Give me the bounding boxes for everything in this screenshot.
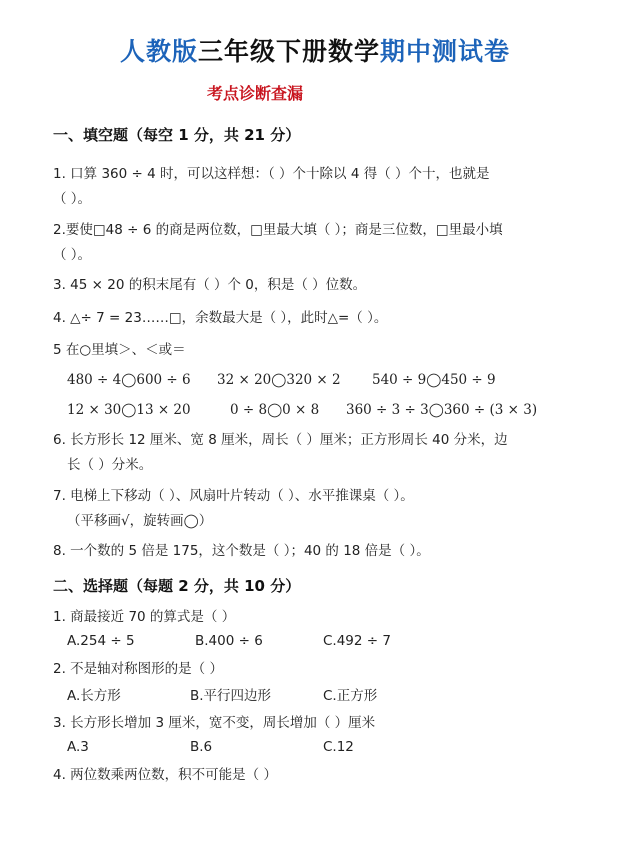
question-8: 8. 一个数的 5 倍是 175，这个数是（ ）；40 的 18 倍是（ ）。 [53, 543, 430, 559]
page-subtitle: 考点诊断查漏 [207, 84, 304, 103]
question-1-line-2: （ ）。 [53, 191, 92, 207]
compare-item-3: 540 ÷ 9◯450 ÷ 9 [372, 372, 496, 388]
section-1-heading: 一、填空题（每空 1 分，共 21 分） [53, 126, 301, 144]
choice-1-option-a: A.254 ÷ 5 [67, 633, 135, 649]
question-6-line-2: 长（ ）分米。 [67, 457, 153, 473]
compare-item-4: 12 × 30◯13 × 20 [67, 402, 191, 418]
choice-1-option-b: B.400 ÷ 6 [195, 633, 263, 649]
choice-1-option-c: C.492 ÷ 7 [323, 633, 391, 649]
choice-question-3: 3. 长方形长增加 3 厘米，宽不变，周长增加（ ）厘米 [53, 715, 376, 731]
choice-2-option-c: C.正方形 [323, 688, 378, 704]
question-2-line-2: （ ）。 [53, 247, 92, 263]
choice-3-option-a: A.3 [67, 739, 89, 755]
choice-2-option-a: A.长方形 [67, 688, 121, 704]
compare-item-5: 0 ÷ 8◯0 × 8 [230, 402, 320, 418]
question-7-line-1: 7. 电梯上下移动（ ）、风扇叶片转动（ ）、水平推课桌（ ）。 [53, 488, 414, 504]
question-3: 3. 45 × 20 的积末尾有（ ）个 0，积是（ ）位数。 [53, 277, 367, 293]
compare-item-1: 480 ÷ 4◯600 ÷ 6 [67, 372, 191, 388]
choice-question-2: 2. 不是轴对称图形的是（ ） [53, 661, 223, 677]
page-title [0, 32, 630, 68]
question-2-line-1: 2.要使□48 ÷ 6 的商是两位数，□里最大填（ ）；商是三位数，□里最小填 [53, 222, 503, 238]
question-6-line-1: 6. 长方形长 12 厘米、宽 8 厘米，周长（ ）厘米；正方形周长 40 分米，边 [53, 432, 508, 448]
choice-question-1: 1. 商最接近 70 的算式是（ ） [53, 609, 236, 625]
title-part-3: 期中测试卷 [380, 37, 511, 66]
compare-item-2: 32 × 20◯320 × 2 [217, 372, 341, 388]
choice-2-option-b: B.平行四边形 [190, 688, 272, 704]
question-7-line-2: （平移画√，旋转画◯） [67, 513, 213, 529]
section-2-heading: 二、选择题（每题 2 分，共 10 分） [53, 577, 301, 595]
choice-question-4: 4. 两位数乘两位数，积不可能是（ ） [53, 767, 277, 783]
title-part-2: 三年级下册数学 [197, 37, 380, 66]
compare-item-6: 360 ÷ 3 ÷ 3◯360 ÷ (3 × 3) [346, 402, 538, 418]
title-part-1: 人教版 [119, 37, 198, 66]
question-4: 4. △÷ 7 = 23……□，余数最大是（ ），此时△=（ ）。 [53, 310, 388, 326]
question-1-line-1: 1. 口算 360 ÷ 4 时，可以这样想：（ ）个十除以 4 得（ ）个十，也就是 [53, 166, 490, 182]
choice-3-option-b: B.6 [190, 739, 213, 755]
question-5-prompt: 5 在○里填＞、＜或＝ [53, 342, 186, 358]
choice-3-option-c: C.12 [323, 739, 354, 755]
